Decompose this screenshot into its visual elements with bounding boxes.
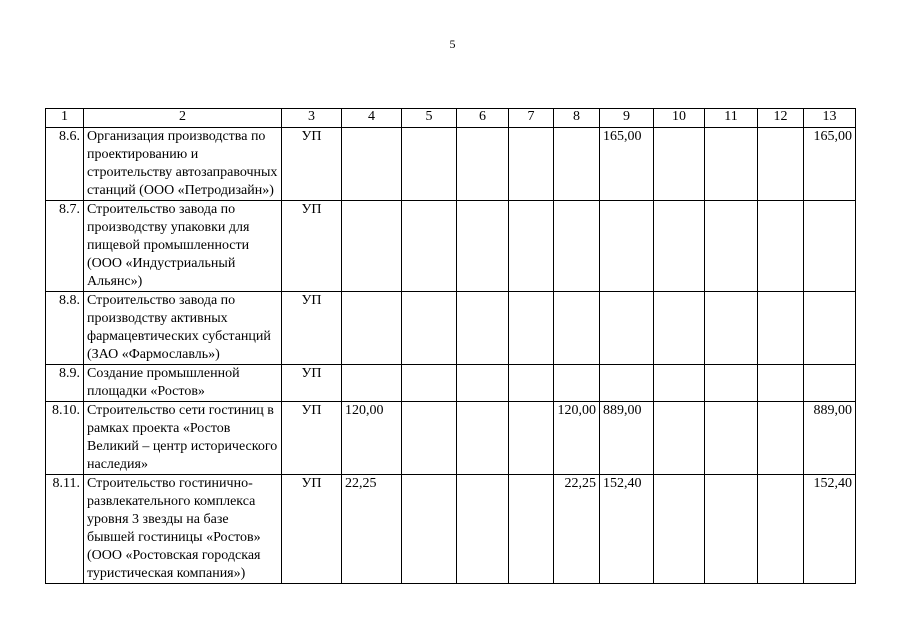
cell-col9: 152,40 <box>600 475 654 584</box>
cell-col5 <box>402 475 457 584</box>
header-cell: 10 <box>654 109 705 128</box>
cell-col10 <box>654 128 705 201</box>
cell-col4 <box>342 292 402 365</box>
cell-col9: 165,00 <box>600 128 654 201</box>
row-type: УП <box>282 365 342 402</box>
table-row <box>46 128 856 201</box>
cell-col6 <box>457 201 509 292</box>
cell-col6 <box>457 402 509 475</box>
cell-col12 <box>758 292 804 365</box>
header-cell: 13 <box>804 109 856 128</box>
row-name: Строительство гостинично-развлекательного комплекса уровня 3 звезды на базе бывшей гостиницы «Ростов» (ООО «Ростовская городская туристическая компания») <box>84 475 282 584</box>
cell-col7 <box>509 365 554 402</box>
cell-col4 <box>342 365 402 402</box>
row-name: Создание промышленной площадки «Ростов» <box>84 365 282 402</box>
row-type: УП <box>282 292 342 365</box>
row-type: УП <box>282 475 342 584</box>
row-name: Строительство сети гостиниц в рамках проекта «Ростов Великий – центр исторического наследия» <box>84 402 282 475</box>
header-cell: 2 <box>84 109 282 128</box>
header-cell: 7 <box>509 109 554 128</box>
header-cell: 11 <box>705 109 758 128</box>
cell-col10 <box>654 475 705 584</box>
cell-col6 <box>457 292 509 365</box>
cell-col11 <box>705 402 758 475</box>
header-cell: 5 <box>402 109 457 128</box>
page-number: 5 <box>449 37 456 51</box>
cell-col10 <box>654 402 705 475</box>
cell-col8 <box>554 292 600 365</box>
cell-col7 <box>509 201 554 292</box>
cell-col13: 889,00 <box>804 402 856 475</box>
header-cell: 6 <box>457 109 509 128</box>
cell-col8 <box>554 201 600 292</box>
header-row <box>46 109 856 128</box>
cell-col11 <box>705 292 758 365</box>
cell-col9 <box>600 365 654 402</box>
cell-col4 <box>342 128 402 201</box>
cell-col4: 120,00 <box>342 402 402 475</box>
cell-col12 <box>758 475 804 584</box>
cell-col13: 165,00 <box>804 128 856 201</box>
cell-col8: 120,00 <box>554 402 600 475</box>
cell-col13 <box>804 292 856 365</box>
cell-col7 <box>509 475 554 584</box>
cell-col13: 152,40 <box>804 475 856 584</box>
cell-col12 <box>758 365 804 402</box>
row-type: УП <box>282 201 342 292</box>
data-table <box>45 108 856 584</box>
row-type: УП <box>282 402 342 475</box>
cell-col10 <box>654 365 705 402</box>
cell-col5 <box>402 292 457 365</box>
cell-col9: 889,00 <box>600 402 654 475</box>
cell-col10 <box>654 292 705 365</box>
row-number: 8.6. <box>46 128 84 201</box>
cell-col7 <box>509 402 554 475</box>
row-name: Строительство завода по производству упаковки для пищевой промышленности (ООО «Индустриальный Альянс») <box>84 201 282 292</box>
row-number: 8.11. <box>46 475 84 584</box>
cell-col12 <box>758 128 804 201</box>
cell-col6 <box>457 365 509 402</box>
row-name: Строительство завода по производству активных фармацевтических субстанций (ЗАО «Фармославль») <box>84 292 282 365</box>
header-cell: 4 <box>342 109 402 128</box>
cell-col7 <box>509 292 554 365</box>
table-row <box>46 365 856 402</box>
cell-col8 <box>554 128 600 201</box>
row-name: Организация производства по проектированию и строительству автозаправочных станций (ООО «Петродизайн») <box>84 128 282 201</box>
header-cell: 12 <box>758 109 804 128</box>
cell-col5 <box>402 402 457 475</box>
cell-col8: 22,25 <box>554 475 600 584</box>
cell-col5 <box>402 365 457 402</box>
cell-col13 <box>804 201 856 292</box>
row-type: УП <box>282 128 342 201</box>
table-row <box>46 475 856 584</box>
header-cell: 8 <box>554 109 600 128</box>
header-cell: 3 <box>282 109 342 128</box>
cell-col13 <box>804 365 856 402</box>
header-cell: 9 <box>600 109 654 128</box>
cell-col11 <box>705 365 758 402</box>
cell-col8 <box>554 365 600 402</box>
cell-col11 <box>705 201 758 292</box>
cell-col5 <box>402 201 457 292</box>
cell-col4: 22,25 <box>342 475 402 584</box>
cell-col6 <box>457 475 509 584</box>
row-number: 8.9. <box>46 365 84 402</box>
cell-col7 <box>509 128 554 201</box>
cell-col10 <box>654 201 705 292</box>
header-cell: 1 <box>46 109 84 128</box>
cell-col11 <box>705 475 758 584</box>
row-number: 8.8. <box>46 292 84 365</box>
table-row <box>46 402 856 475</box>
cell-col9 <box>600 292 654 365</box>
cell-col4 <box>342 201 402 292</box>
cell-col11 <box>705 128 758 201</box>
row-number: 8.10. <box>46 402 84 475</box>
cell-col6 <box>457 128 509 201</box>
cell-col12 <box>758 201 804 292</box>
table-row <box>46 201 856 292</box>
cell-col12 <box>758 402 804 475</box>
table-row <box>46 292 856 365</box>
row-number: 8.7. <box>46 201 84 292</box>
cell-col5 <box>402 128 457 201</box>
cell-col9 <box>600 201 654 292</box>
